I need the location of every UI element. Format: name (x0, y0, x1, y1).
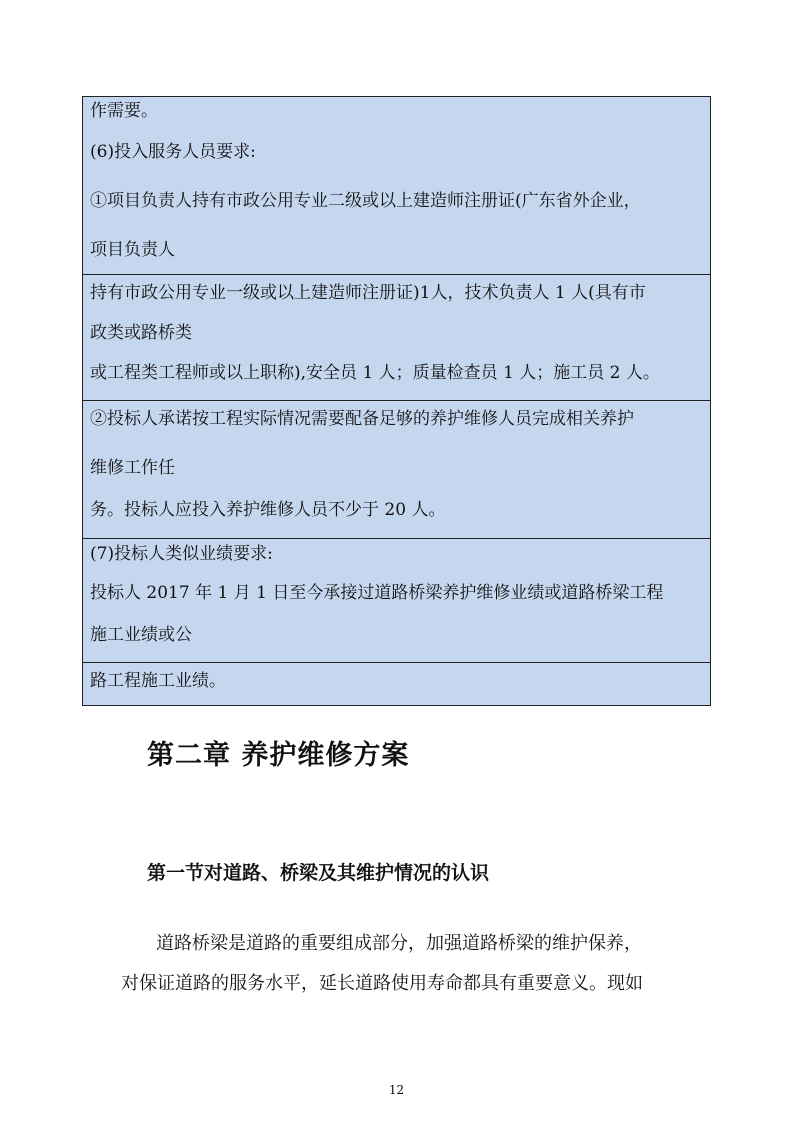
cell-text-line: 路工程施工业绩。 (90, 671, 226, 691)
paragraph-line: 对保证道路的服务水平，延长道路使用寿命都具有重要意义。现如 (121, 973, 643, 994)
page-number: 12 (388, 1083, 405, 1097)
cell-text-line: 作需要。 (90, 101, 158, 121)
cell-text-line: 维修工作任 (90, 458, 175, 478)
section-title: 第一节对道路、桥梁及其维护情况的认识 (147, 862, 490, 884)
cell-text-line: (7)投标人类似业绩要求: (90, 544, 273, 564)
table-cell (82, 96, 711, 275)
table-cell (82, 662, 711, 706)
cell-text-line: 务。投标人应投入养护维修人员不少于 20 人。 (90, 500, 446, 520)
cell-text-line: ②投标人承诺按工程实际情况需要配备足够的养护维修人员完成相关养护 (90, 409, 634, 429)
cell-text-line: 投标人 2017 年 1 月 1 日至今承接过道路桥梁养护维修业绩或道路桥梁工程 (90, 583, 664, 603)
table-cell (82, 538, 711, 663)
chapter-title: 第二章 养护维修方案 (147, 740, 410, 771)
cell-text-line: (6)投入服务人员要求: (90, 142, 256, 162)
paragraph-line: 道路桥梁是道路的重要组成部分，加强道路桥梁的维护保养， (156, 933, 642, 954)
cell-text-line: 施工业绩或公 (90, 625, 192, 645)
cell-text-line: 项目负责人 (90, 240, 175, 260)
cell-text-line: ①项目负责人持有市政公用专业二级或以上建造师注册证(广东省外企业， (90, 191, 641, 211)
table-cell (82, 400, 711, 539)
cell-text-line: 政类或路桥类 (90, 323, 192, 343)
cell-text-line: 或工程类工程师或以上职称),安全员 1 人；质量检查员 1 人；施工员 2 人。 (90, 363, 660, 383)
cell-text-line: 持有市政公用专业一级或以上建造师注册证)1人，技术负责人 1 人(具有市 (90, 283, 646, 303)
table-cell (82, 274, 711, 401)
